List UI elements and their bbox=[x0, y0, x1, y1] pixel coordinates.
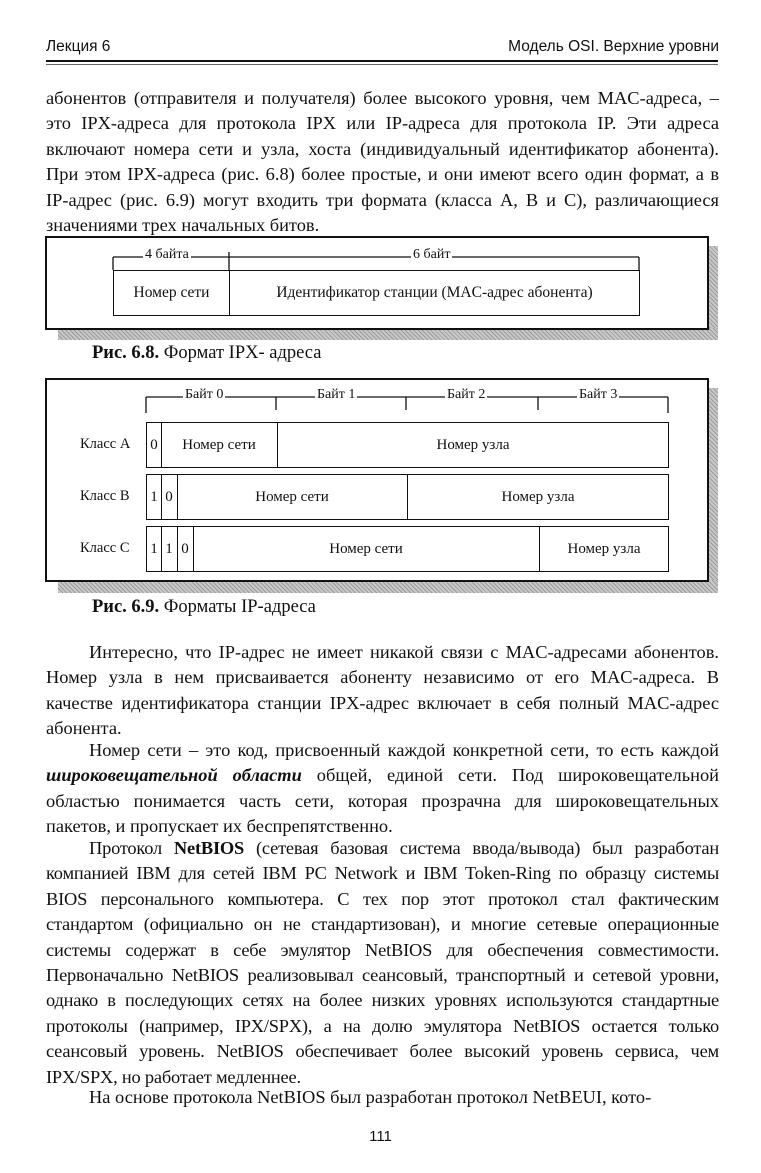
label-4-bytes: 4 байта bbox=[145, 247, 189, 262]
running-header-left: Лекция 6 bbox=[46, 38, 111, 55]
row-class-b bbox=[146, 474, 669, 520]
label-byte-2: Байт 2 bbox=[447, 387, 486, 402]
cell-station-id: Идентификатор станции (MAC-адрес абонента) bbox=[229, 270, 640, 316]
caption-number: Рис. 6.8. bbox=[92, 343, 160, 363]
paragraph-5: На основе протокола NetBIOS был разработан протокол NetBEUI, кото- bbox=[89, 1087, 652, 1107]
caption-text: Формат IPX- адреса bbox=[159, 343, 322, 363]
row-class-c bbox=[146, 526, 669, 572]
label-byte-1: Байт 1 bbox=[317, 387, 356, 402]
figure-6-8-ipx-format bbox=[45, 236, 709, 330]
cell-node-number: Номер узла bbox=[501, 488, 575, 505]
page-number: 111 bbox=[369, 1128, 392, 1145]
text-run: Протокол bbox=[89, 838, 174, 858]
cell-network-number: Номер сети bbox=[182, 436, 256, 453]
text-run: Номер сети – это код, присвоенный каждой конкретной сети, то есть каждой bbox=[89, 740, 719, 760]
bit-value: 0 bbox=[165, 488, 173, 505]
caption-text: Форматы IP-адреса bbox=[159, 597, 316, 617]
emphasis-term: широковещательной области bbox=[46, 765, 302, 786]
header-rule-thin bbox=[46, 64, 718, 65]
label-6-bytes: 6 байт bbox=[413, 247, 451, 262]
strong-term: NetBIOS bbox=[173, 838, 245, 858]
paragraph-2: Интересно, что IP-адрес не имеет никакой связи с MAC-адресами абонентов. Номер узла в нем присваивается абоненту независимо от его MAC-адреса. В качестве идентификатора станции IPX-адрес включает в себя полный MAC-адрес абонента. bbox=[46, 642, 719, 739]
label-byte-3: Байт 3 bbox=[579, 387, 618, 402]
bit-value: 0 bbox=[181, 540, 189, 557]
text-run: (сетевая базовая система ввода/вывода) был разработан компанией IBM для сетей IBM PC Network и IBM Token-Ring по образцу системы BIOS персонального компьютера. С тех пор этот протокол стал фактическим стандартом (официально он не стандартизован), и многие сетевые операционные системы содержат в себе эмулятор NetBIOS для обеспечения совместимости. Первоначально NetBIOS реализовывал сеансовый, транспортный и сетевой уровни, однако в последующих сетях на более низких уровнях используются стандартные протоколы (например, IPX/SPX), а на долю эмулятора NetBIOS остается только сеансовый уровень. NetBIOS обеспечивает более высокий уровень сервиса, чем IPX/SPX, но работает медленнее. bbox=[46, 838, 719, 1087]
bit-value: 1 bbox=[165, 540, 173, 557]
label-byte-0: Байт 0 bbox=[185, 387, 224, 402]
label-class-c: Класс C bbox=[80, 540, 130, 556]
caption-figure-6-8 bbox=[92, 343, 321, 364]
row-class-a bbox=[146, 422, 669, 468]
paragraph-3 bbox=[46, 738, 719, 840]
cell-node-number: Номер узла bbox=[567, 540, 641, 557]
figure-6-9-ip-formats bbox=[45, 378, 709, 582]
paragraph-4 bbox=[46, 836, 719, 1090]
cell-node-number: Номер узла bbox=[436, 436, 510, 453]
bit-value: 1 bbox=[150, 488, 158, 505]
cell-network-number: Номер сети bbox=[329, 540, 403, 557]
label-class-b: Класс B bbox=[80, 488, 130, 504]
cell-network-number: Номер сети bbox=[113, 270, 230, 316]
caption-figure-6-9 bbox=[92, 597, 316, 618]
caption-number: Рис. 6.9. bbox=[92, 597, 160, 617]
label-class-a: Класс A bbox=[80, 436, 131, 452]
header-rule bbox=[46, 60, 718, 62]
bit-value: 1 bbox=[150, 540, 158, 557]
paragraph-1: абонентов (отправителя и получателя) более высокого уровня, чем MAC-адреса, – это IPX-адреса для протокола IPX или IP-адреса для протокола IP. Эти адреса включают номера сети и узла, хоста (индивидуальный идентификатор абонента). При этом IPX-адреса (рис. 6.8) более простые, и они имеют всего один формат, а в IP-адрес (рис. 6.9) могут входить три формата (класса A, B и C), различающиеся значениями трех начальных битов. bbox=[46, 88, 719, 236]
cell-network-number: Номер сети bbox=[255, 488, 329, 505]
running-header-right: Модель OSI. Верхние уровни bbox=[508, 38, 719, 55]
text-run: общей, единой сети. Под широковещательной областью понимается часть сети, которая прозрачна для широковещательных пакетов, и пропускает их беспрепятственно. bbox=[46, 765, 720, 837]
bit-value: 0 bbox=[150, 436, 158, 453]
